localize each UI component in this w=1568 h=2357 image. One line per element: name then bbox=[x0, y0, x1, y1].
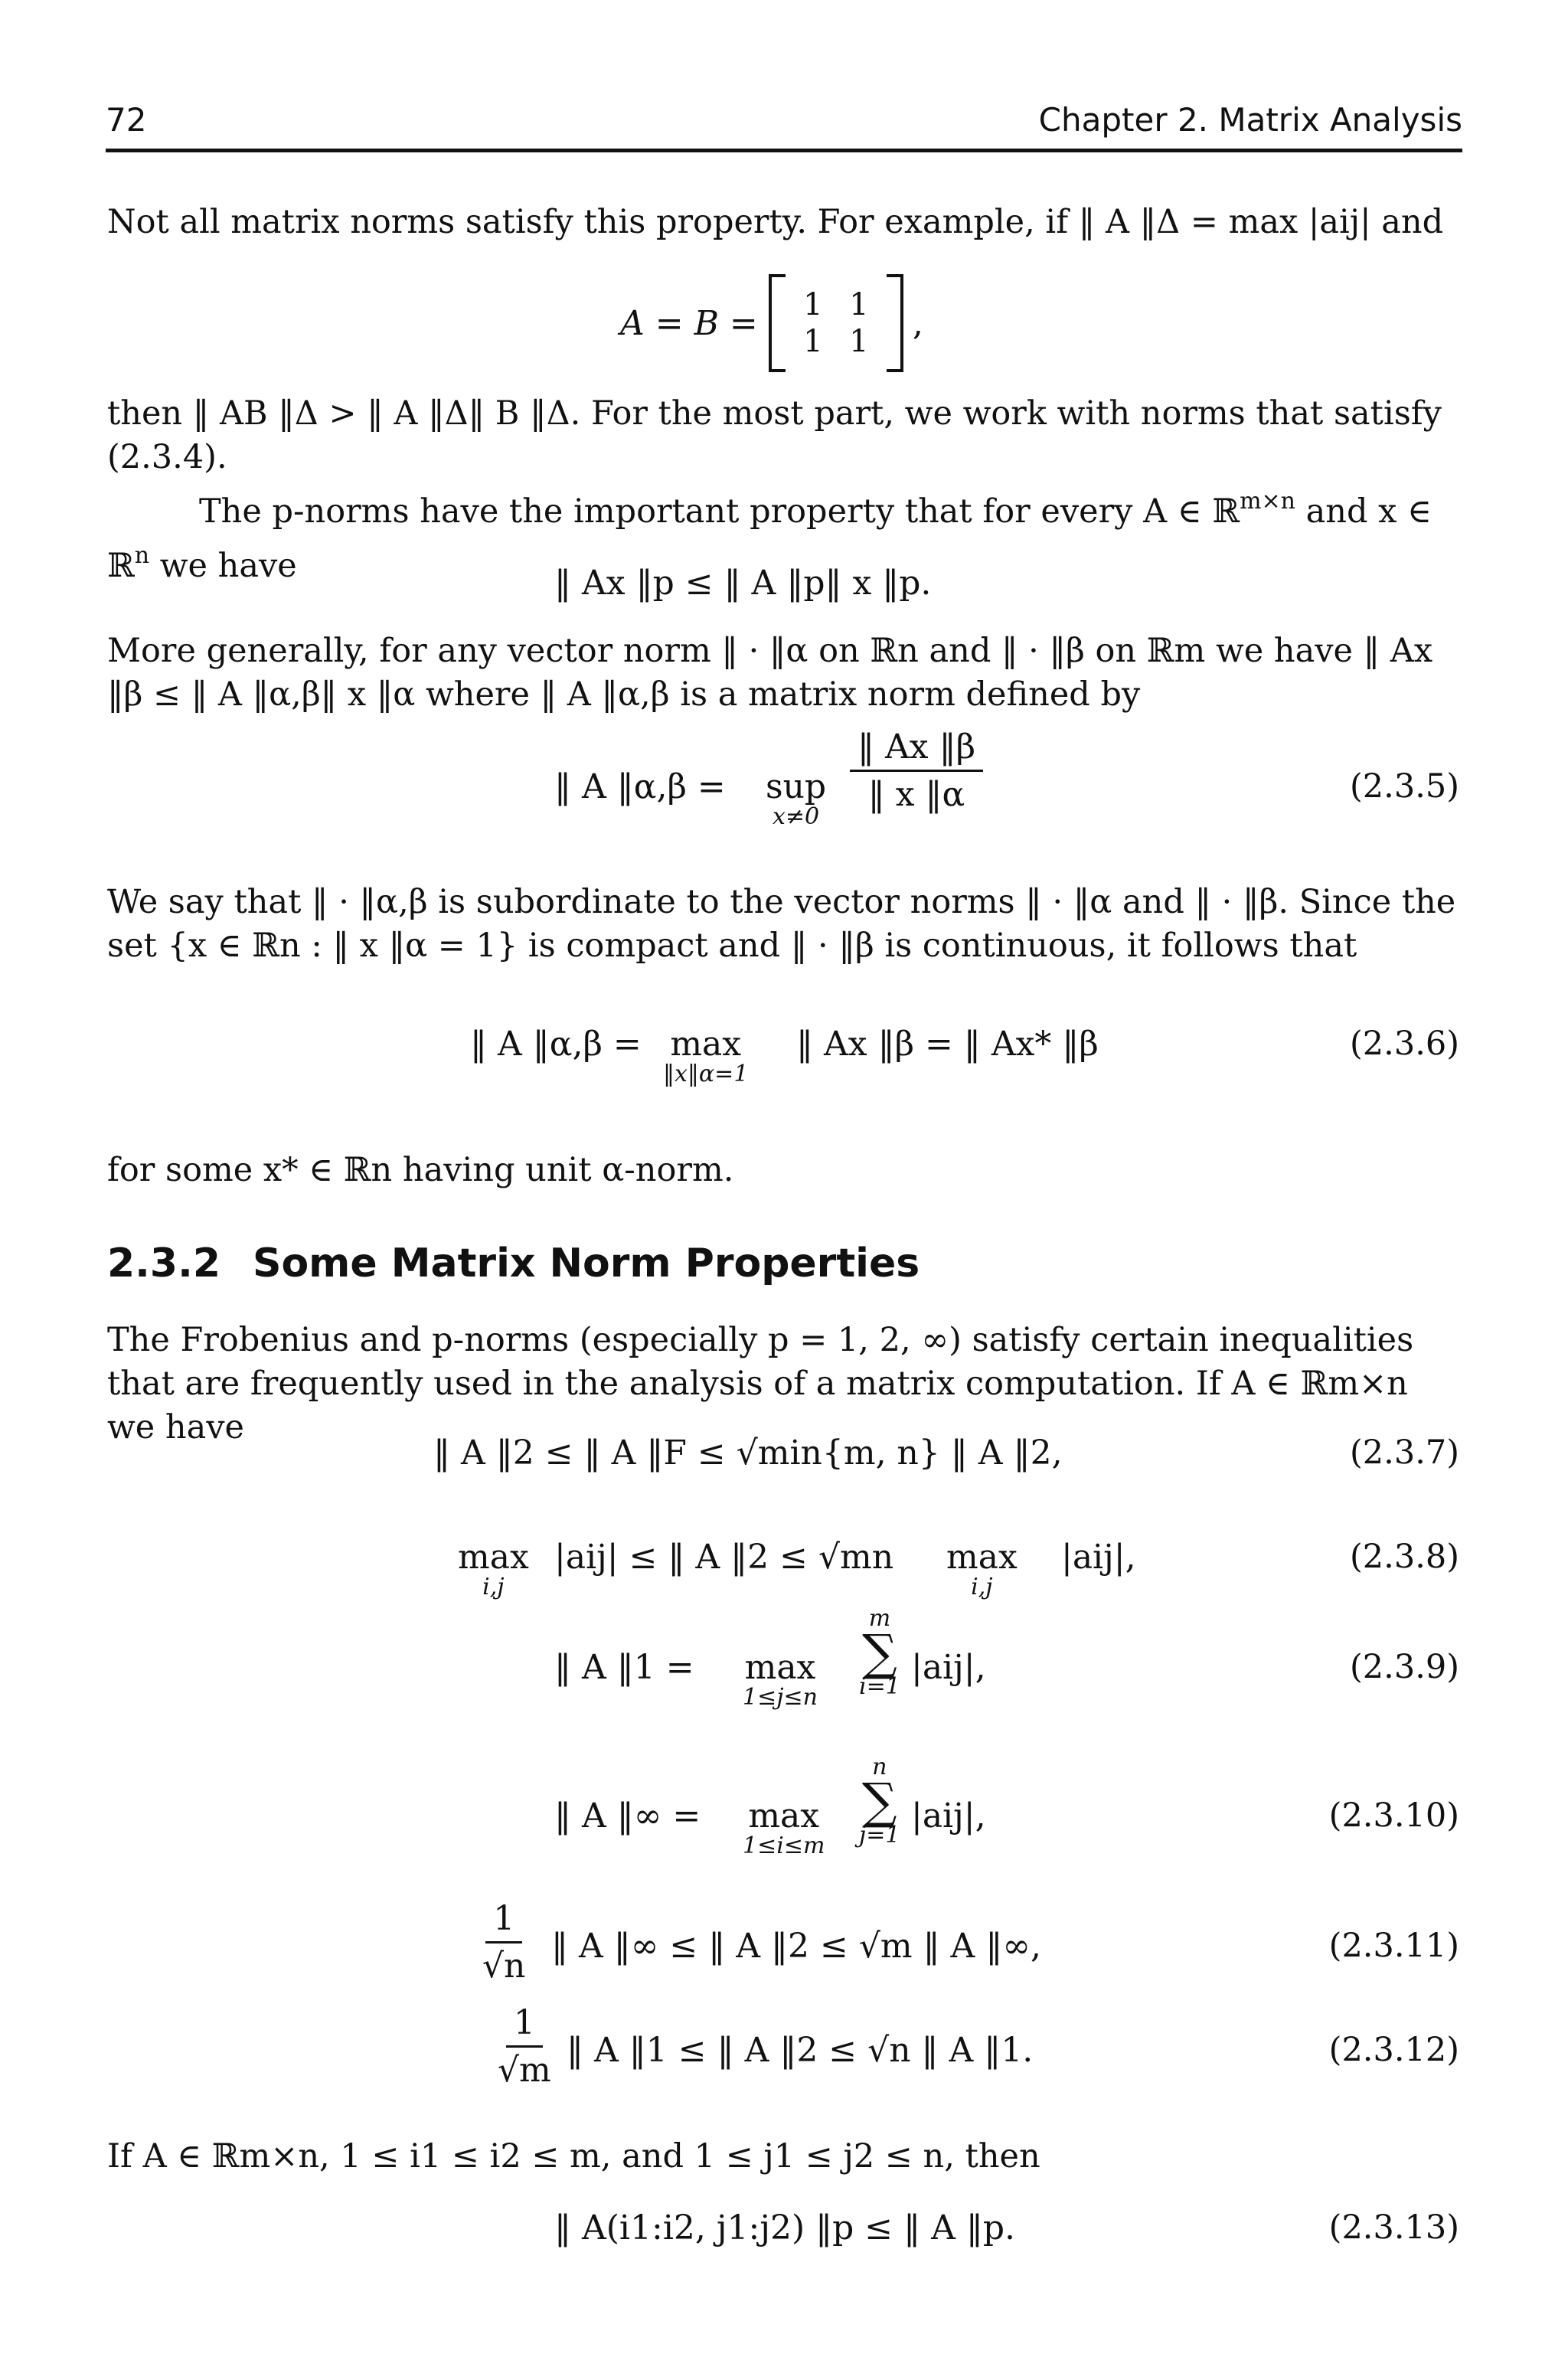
matrix-cell: 1 bbox=[803, 324, 823, 359]
equation-2-3-5 bbox=[0, 727, 1568, 850]
eq235-fraction bbox=[850, 727, 983, 814]
eq2313-text: ‖ A(i1:i2, j1:j2) ‖p ≤ ‖ A ‖p. bbox=[554, 2208, 1016, 2247]
eq2310-sum bbox=[859, 1754, 900, 1849]
eq2310-tag: (2.3.10) bbox=[1328, 1796, 1459, 1835]
eq236-max: max bbox=[670, 1025, 742, 1064]
chapter-title: Chapter 2. Matrix Analysis bbox=[1038, 101, 1462, 139]
section-title: Some Matrix Norm Properties bbox=[253, 1241, 920, 1286]
eq2310-lower: j=1 bbox=[859, 1822, 900, 1849]
eq2310-max: max bbox=[748, 1796, 820, 1836]
page-number: 72 bbox=[106, 101, 147, 139]
equation-2-3-8 bbox=[0, 1538, 1568, 1599]
equation-2-3-9 bbox=[0, 1605, 1568, 1720]
eq2310-limit: 1≤i≤m bbox=[743, 1832, 825, 1859]
eq2312-rhs: ‖ A ‖1 ≤ ‖ A ‖2 ≤ √n ‖ A ‖1. bbox=[567, 2031, 1034, 2070]
pnorm-text: ‖ Ax ‖p ≤ ‖ A ‖p‖ x ‖p. bbox=[554, 564, 932, 603]
running-header bbox=[106, 101, 1462, 147]
eq235-limit: x≠0 bbox=[772, 803, 820, 830]
eq237-tag: (2.3.7) bbox=[1350, 1433, 1459, 1472]
eq239-limit: 1≤j≤n bbox=[743, 1684, 818, 1711]
matrix-cell: 1 bbox=[849, 287, 869, 322]
summation-icon: ∑ bbox=[862, 1625, 897, 1682]
matrix-cell: 1 bbox=[849, 324, 869, 359]
eq2312-denominator: √m bbox=[498, 2051, 551, 2090]
eq236-limit: ‖x‖α=1 bbox=[663, 1061, 749, 1087]
paragraph-5: We say that ‖ · ‖α,β is subordinate to the vector norms ‖ · ‖α and ‖ · ‖β. Since the set {x ∈ ℝn : ‖ x ‖α = 1} is compact and ‖ · ‖β is continuous, it follows that bbox=[107, 883, 1456, 965]
eq239-term: |aij|, bbox=[911, 1648, 986, 1687]
summation-icon: ∑ bbox=[861, 1773, 897, 1830]
eq235-tag: (2.3.5) bbox=[1350, 767, 1459, 806]
eq235-numerator: ‖ Ax ‖β bbox=[850, 727, 983, 772]
paragraph-6: for some x* ∈ ℝn having unit α-norm. bbox=[107, 1151, 734, 1189]
eq235-op bbox=[766, 767, 826, 830]
eq2310-op bbox=[743, 1796, 825, 1859]
eq238-max2: max bbox=[946, 1538, 1018, 1577]
eq238-end: |aij|, bbox=[1061, 1538, 1136, 1577]
matrix-lhs: A = B = bbox=[620, 303, 758, 343]
eq239-upper: m bbox=[868, 1605, 891, 1632]
paragraph-8: If A ∈ ℝm×n, 1 ≤ i1 ≤ i2 ≤ m, and 1 ≤ j1 ≤ j2 ≤ n, then bbox=[107, 2137, 1040, 2176]
equation-2-3-12 bbox=[0, 2003, 1568, 2103]
eq2313-tag: (2.3.13) bbox=[1328, 2208, 1459, 2247]
eq238-mid: |aij| ≤ ‖ A ‖2 ≤ √mn bbox=[554, 1538, 894, 1577]
equation-2-3-6 bbox=[0, 1025, 1568, 1101]
eq236-tag: (2.3.6) bbox=[1350, 1025, 1459, 1063]
eq236-rhs: ‖ Ax ‖β = ‖ Ax* ‖β bbox=[796, 1025, 1099, 1064]
eq236-lhs: ‖ A ‖α,β = bbox=[470, 1025, 642, 1064]
paragraph-4: More generally, for any vector norm ‖ · ‖α on ℝn and ‖ · ‖β on ℝm we have ‖ Ax ‖β ≤ ‖ A ‖α,β‖ x ‖α where ‖ A ‖α,β is a matrix norm defined by bbox=[107, 632, 1433, 714]
paragraph-3-tail: and x ∈ ℝ bbox=[107, 492, 1432, 585]
paragraph-3-sup2: n bbox=[134, 542, 150, 569]
eq238-limit1: i,j bbox=[482, 1574, 505, 1600]
eq238-tag: (2.3.8) bbox=[1350, 1538, 1459, 1576]
matrix-cell: 1 bbox=[803, 287, 823, 322]
paragraph-3-end: we have bbox=[149, 547, 297, 585]
right-bracket bbox=[887, 274, 903, 372]
eq239-op bbox=[743, 1648, 818, 1711]
eq239-lhs: ‖ A ‖1 = bbox=[554, 1648, 694, 1687]
eq239-lower: i=1 bbox=[859, 1673, 900, 1700]
equation-2-3-10 bbox=[0, 1754, 1568, 1868]
eq235-lhs: ‖ A ‖α,β = bbox=[554, 767, 726, 806]
eq236-op bbox=[663, 1025, 748, 1087]
eq238-limit2: i,j bbox=[971, 1574, 993, 1600]
equation-2-3-11 bbox=[0, 1899, 1568, 1999]
eq238-op2 bbox=[946, 1538, 1018, 1600]
matrix-grid bbox=[786, 287, 887, 359]
eq2312-fraction bbox=[490, 2003, 559, 2090]
eq2310-term: |aij|, bbox=[911, 1796, 986, 1836]
eq239-tag: (2.3.9) bbox=[1350, 1648, 1459, 1686]
paragraph-3-sup: m×n bbox=[1240, 488, 1295, 515]
eq2311-numerator: 1 bbox=[485, 1899, 522, 1943]
eq239-sum bbox=[859, 1605, 900, 1700]
header-rule bbox=[106, 149, 1462, 152]
eq2311-rhs: ‖ A ‖∞ ≤ ‖ A ‖2 ≤ √m ‖ A ‖∞, bbox=[551, 1927, 1041, 1966]
eq235-denominator: ‖ x ‖α bbox=[867, 775, 965, 814]
matrix-tail: , bbox=[912, 303, 923, 343]
eq239-max: max bbox=[744, 1648, 816, 1687]
eq2311-fraction bbox=[475, 1899, 533, 1986]
paragraph-2: then ‖ AB ‖Δ > ‖ A ‖Δ‖ B ‖Δ. For the most part, we work with norms that satisfy (2.3.4). bbox=[107, 394, 1442, 476]
eq2310-upper: n bbox=[872, 1754, 887, 1780]
eq2311-denominator: √n bbox=[482, 1947, 526, 1986]
section-number: 2.3.2 bbox=[107, 1241, 221, 1286]
eq2310-lhs: ‖ A ‖∞ = bbox=[554, 1796, 701, 1836]
eq2312-tag: (2.3.12) bbox=[1328, 2031, 1459, 2069]
left-bracket bbox=[769, 274, 786, 372]
matrix-block bbox=[769, 274, 903, 372]
eq238-max1: max bbox=[458, 1538, 529, 1577]
eq238-op1 bbox=[458, 1538, 529, 1600]
paragraph-1: Not all matrix norms satisfy this property. For example, if ‖ A ‖Δ = max |aij| and bbox=[107, 203, 1444, 241]
section-heading bbox=[107, 1241, 920, 1286]
eq235-sup: sup bbox=[766, 767, 827, 806]
eq2311-tag: (2.3.11) bbox=[1328, 1927, 1459, 1965]
paragraph-7: The Frobenius and p-norms (especially p = 1, 2, ∞) satisfy certain inequalities that are frequently used in the analysis of a matrix computation. If A ∈ ℝm×n we have bbox=[107, 1321, 1414, 1447]
eq237-text: ‖ A ‖2 ≤ ‖ A ‖F ≤ √min{m, n} ‖ A ‖2, bbox=[433, 1433, 1063, 1473]
paragraph-3-text: The p-norms have the important property that for every A ∈ ℝ bbox=[199, 492, 1240, 531]
eq2312-numerator: 1 bbox=[506, 2003, 543, 2048]
